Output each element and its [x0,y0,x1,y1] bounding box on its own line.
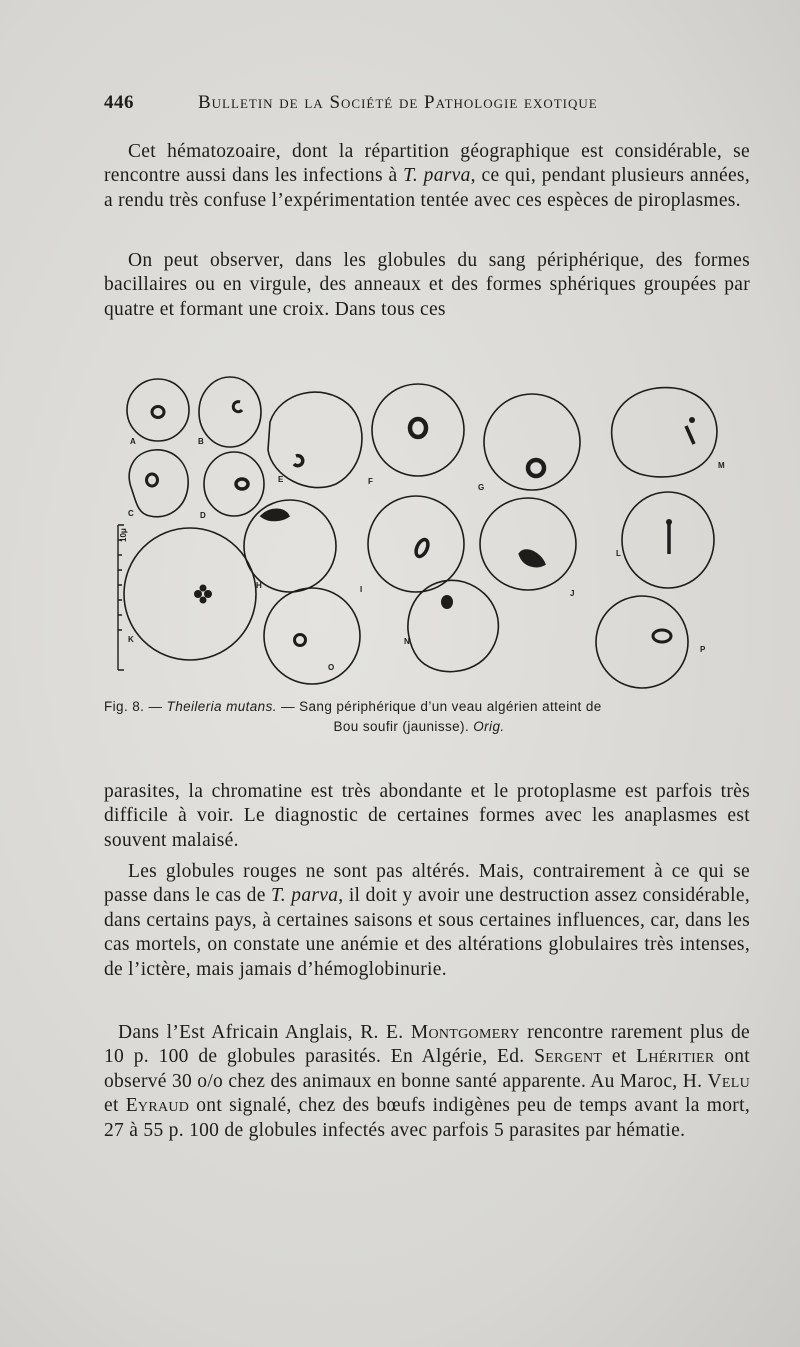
caption-species: Theileria mutans. [166,699,277,714]
author-name: Eyraud [125,1095,190,1117]
species-name: T. parva [271,885,339,907]
parasite-j [520,551,544,566]
parasite-h [262,510,288,520]
caption-line-1 [104,697,764,717]
fig-label-p: P [700,645,706,654]
author-name: Montgomery [410,1022,520,1043]
paragraph-4 [104,860,750,982]
fig-label-a: A [130,437,136,446]
fig-label-e: E [278,475,284,484]
fig-label-f: F [368,477,373,486]
cell-b [199,377,261,447]
caption-description-1: Sang périphérique d’un veau algérien atteint de [299,699,602,714]
fig-label-l: L [616,549,621,558]
cell-n [408,580,498,671]
cell-a [127,379,189,441]
page-number: 446 [104,92,134,113]
paragraph-3: parasites, la chromatine est très abondante et le protoplasme est parfois très difficile à voir. Le diagnostic de certaines formes avec les anaplasmes est souvent malaisé. [104,781,750,851]
cell-k [124,528,256,660]
paragraph-5-text-c: et [602,1046,637,1068]
paragraph-5-text-f: ont signalé, chez des bœufs indigènes peu de temps avant la mort, 27 à 55 p. 100 de globules infectés avec parfois 5 parasites par hématie. [104,1095,750,1141]
figure-caption [104,697,764,737]
paragraph-2: On peut observer, dans les globules du sang périphérique, des formes bacillaires ou en virgule, des anneaux et des formes sphériques groupées par quatre et formant une croix. Dans tous ces [104,250,750,320]
paragraph-5 [104,1021,750,1143]
parasite-f [410,419,426,437]
cell-e [268,392,362,487]
fig-label-b: B [198,437,204,446]
cell-h [244,500,336,592]
paragraph-5-text-e: et [104,1095,126,1117]
caption-orig: Orig. [473,719,505,734]
scale-bar [118,525,124,670]
cell-d [204,452,264,516]
fig-label-o: O [328,663,335,672]
paragraph-5-text-a: Dans l’Est Africain Anglais, R. E. [118,1022,411,1043]
parasite-k-cross [194,585,212,604]
paragraph-5-text-b: rencontre rarement plus de 10 p. 100 de globules parasités. En Algérie, Ed. [104,1022,750,1068]
paragraph-1 [104,140,750,213]
paragraph-4-text-b: , il doit y avoir une destruction assez considérable, dans certains pays, à certaines saisons et sous certaines influences, car, dans les cas mortels, on constate une anémie et des altérations globulaires très intenses, de l’ictère, mais jamais d’hémoglobinurie. [104,885,750,980]
cell-o [264,588,360,684]
paragraph-5-text-d: ont observé 30 o/o chez des animaux en bonne santé apparente. Au Maroc, H. [104,1046,751,1092]
parasite-p [653,630,671,642]
parasite-d [236,479,248,489]
species-name: T. parva [403,165,471,187]
figure-8 [112,370,752,690]
cell-c [129,450,188,517]
fig-label-m: M [718,461,725,470]
paragraph-1-text-b: , ce qui, pendant plusieurs années, a rendu très confuse l’expérimentation tentée avec ces espèces de piroplasmes. [104,165,750,211]
caption-fig-label: Fig. 8. [104,699,145,714]
parasite-g [528,460,544,476]
fig-label-k: K [128,635,134,644]
running-title: Bulletin de la Société de Pathologie exotique [198,92,598,113]
fig-label-c: C [128,509,134,518]
parasite-l-dot [666,519,672,525]
caption-dash-1: — [148,699,163,714]
parasite-n [441,595,453,609]
parasite-a [152,407,164,418]
cell-i [368,496,464,592]
caption-dash-2: — [281,699,295,714]
fig-label-d: D [200,511,206,520]
fig-label-i: I [360,585,363,594]
cell-p [596,596,688,688]
parasite-b [233,402,242,412]
fig-label-h: H [256,581,262,590]
fig-label-j: J [570,589,575,598]
fig-label-g: G [478,483,485,492]
author-name: Sergent [534,1046,603,1068]
cell-f [372,384,464,476]
paragraph-4-text-a: Les globules rouges ne sont pas altérés. Mais, contrairement à ce qui se passe dans le cas de [104,861,750,907]
parasite-e [294,456,303,466]
parasite-c [147,474,158,486]
author-name: Velu [707,1070,750,1092]
cell-j [480,498,576,590]
caption-line-2 [104,717,764,737]
author-name: Lhéritier [636,1046,715,1068]
parasite-m [686,426,694,444]
paragraph-1-text-a: Cet hématozoaire, dont la répartition géographique est considérable, se rencontre aussi dans les infections à [104,141,750,187]
caption-description-2: Bou soufir (jaunisse). [333,719,470,734]
parasite-o [295,635,306,646]
cell-m [612,388,717,477]
parasite-m-dot [689,417,695,423]
blood-cell-drawing [112,370,752,690]
scale-label: 10μ [119,528,128,542]
parasite-i [414,538,431,559]
fig-label-n: N [404,637,410,646]
